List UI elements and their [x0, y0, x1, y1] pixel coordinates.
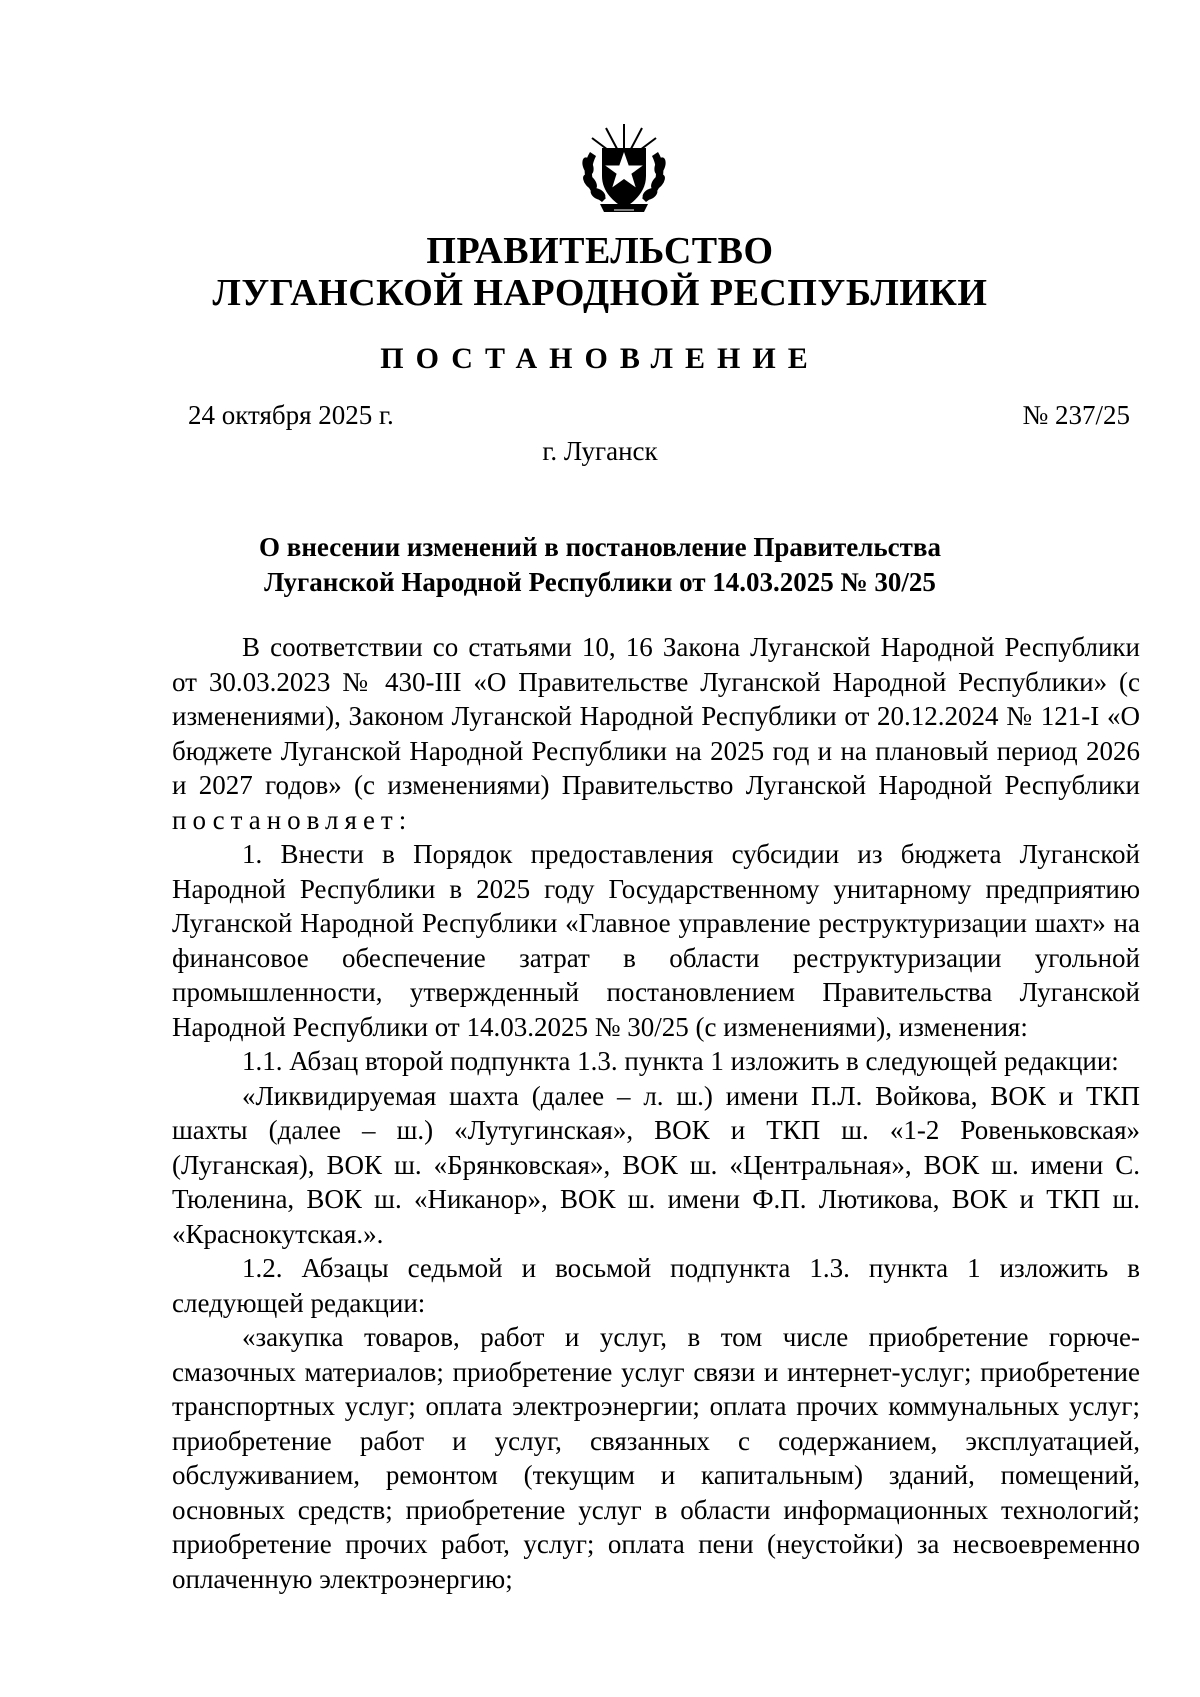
paragraph-1-2-quote: «закупка товаров, работ и услуг, в том числе приобретение горюче-смазочных материалов; приобретение услуг связи и интернет-услуг; приобретение транспортных услуг; оплата электроэнергии; оплата прочих коммунальных услуг; приобретение работ и услуг, связанных с содержанием, эксплуатацией, обслуживанием, ремонтом (текущим и капитальным) зданий, помещений, основных средств; приобретение услуг в области информационных технологий; приобретение прочих работ, услуг; оплата пени (неустойки) за несвоевременно оплаченную электроэнергию;: [172, 1322, 1140, 1594]
document-subject: [0, 530, 1200, 600]
document-city: г. Луганск: [542, 436, 658, 466]
state-emblem-icon: [570, 118, 678, 218]
subject-line1: О внесении изменений в постановление Правительства: [259, 532, 941, 562]
intro-paragraph: [172, 630, 1140, 837]
paragraph-1: 1. Внести в Порядок предоставления субсидии из бюджета Луганской Народной Республики в 2025 году Государственному унитарному предприятию Луганской Народной Республики «Главное управление реструктуризации шахт» на финансовое обеспечение затрат в области реструктуризации угольной промышленности, утвержденный постановлением Правительства Луганской Народной Республики от 14.03.2025 № 30/25 (с изменениями), изменения:: [172, 839, 1140, 1042]
paragraph-1-1: 1.1. Абзац второй подпункта 1.3. пункта 1 изложить в следующей редакции:: [242, 1046, 1119, 1076]
document-type: ПОСТАНОВЛЕНИЕ: [380, 342, 820, 375]
intro-verb: постановляет:: [172, 804, 413, 835]
paragraph-1-1-quote: «Ликвидируемая шахта (далее – л. ш.) имени П.Л. Войкова, ВОК и ТКП шахты (далее – ш.) «Лутугинская», ВОК и ТКП ш. «1-2 Ровеньковская» (Луганская), ВОК ш. «Брянковская», ВОК ш. «Центральная», ВОК ш. имени С. Тюленина, ВОК ш. «Никанор», ВОК ш. имени Ф.П. Лютикова, ВОК и ТКП ш. «Краснокутская.».: [172, 1080, 1140, 1249]
subject-line2: Луганской Народной Республики от 14.03.2025 № 30/25: [264, 567, 936, 597]
organization-name-line2: ЛУГАНСКОЙ НАРОДНОЙ РЕСПУБЛИКИ: [212, 272, 988, 314]
intro-text: В соответствии со статьями 10, 16 Закона Луганской Народной Республики от 30.03.2023 № 430-III «О Правительстве Луганской Народной Республики» (с изменениями), Законом Луганской Народной Республики от 20.12.2024 № 121-I «О бюджете Луганской Народной Республики на 2025 год и на плановый период 2026 и 2027 годов» (с изменениями) Правительство Луганской Народной Республики: [172, 632, 1140, 800]
document-body: [172, 630, 1140, 1596]
document-date: 24 октября 2025 г.: [188, 400, 394, 430]
organization-name-line1: ПРАВИТЕЛЬСТВО: [426, 230, 774, 272]
paragraph-1-2: 1.2. Абзацы седьмой и восьмой подпункта 1.3. пункта 1 изложить в следующей редакции:: [172, 1253, 1140, 1318]
document-number: № 237/25: [1022, 400, 1130, 430]
